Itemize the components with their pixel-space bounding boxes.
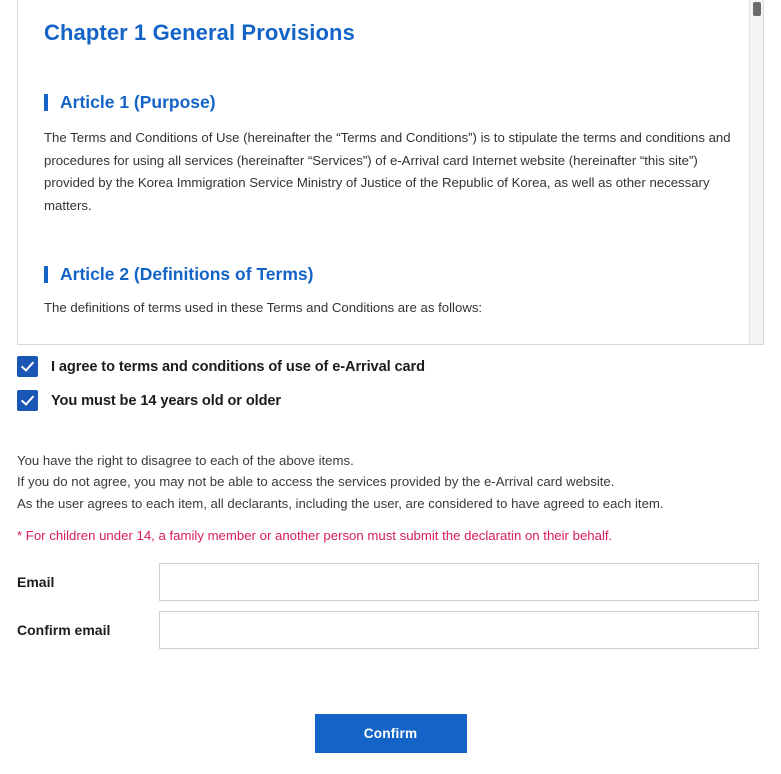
email-form <box>17 563 764 659</box>
notice-block <box>17 450 764 514</box>
confirm-email-label: Confirm email <box>17 622 111 638</box>
article-2-heading-text: Article 2 (Definitions of Terms) <box>60 263 314 284</box>
agreements-group <box>17 356 764 424</box>
confirm-email-row <box>17 611 764 649</box>
notice-line-2: If you do not agree, you may not be able to access the services provided by the e-Arrival card website. <box>17 474 615 490</box>
notice-warning-under-14: * For children under 14, a family member or another person must submit the declaratin on their behalf. <box>17 528 613 543</box>
agreement-row-age[interactable] <box>17 390 764 411</box>
article-marker-icon <box>44 266 48 283</box>
terms-scrollbar[interactable] <box>749 0 763 345</box>
terms-scrollbar-thumb[interactable] <box>753 2 761 16</box>
confirm-button[interactable]: Confirm <box>315 714 467 753</box>
checkbox-checked-icon-age[interactable] <box>17 390 38 411</box>
notice-line-1: You have the right to disagree to each of the above items. <box>17 453 354 468</box>
article-2-heading <box>44 264 741 285</box>
article-marker-icon <box>44 94 48 111</box>
checkbox-checked-icon-terms[interactable] <box>17 356 38 377</box>
notice-line-3: As the user agrees to each item, all declarants, including the user, are considered to have agreed to each item. <box>17 495 664 511</box>
confirm-email-input[interactable] <box>159 611 759 649</box>
terms-chapter-title: Chapter 1 General Provisions <box>44 20 355 45</box>
terms-content <box>18 0 763 320</box>
terms-scroll-panel[interactable] <box>17 0 764 345</box>
email-input[interactable] <box>159 563 759 601</box>
agreement-label-age: You must be 14 years old or older <box>51 392 281 409</box>
email-row <box>17 563 764 601</box>
article-1-heading <box>44 92 741 113</box>
article-2-body: The definitions of terms used in these Terms and Conditions are as follows: <box>44 299 483 315</box>
email-label: Email <box>17 574 55 590</box>
article-1-heading-text: Article 1 (Purpose) <box>60 92 216 112</box>
confirm-button-area <box>0 714 781 753</box>
terms-bottom-fade <box>19 328 748 344</box>
agreement-row-terms[interactable] <box>17 356 764 377</box>
article-1-body: The Terms and Conditions of Use (hereinafter the “Terms and Conditions”) is to stipulate the terms and conditions and procedures for using all services (hereinafter “Services”) of e-Arrival card Internet website (hereinafter “this site”) provided by the Korea Immigration Service Ministry of Justice of the Republic of Korea, as well as other necessary matters. <box>44 130 731 214</box>
agreement-label-terms: I agree to terms and conditions of use of e-Arrival card <box>51 358 425 375</box>
